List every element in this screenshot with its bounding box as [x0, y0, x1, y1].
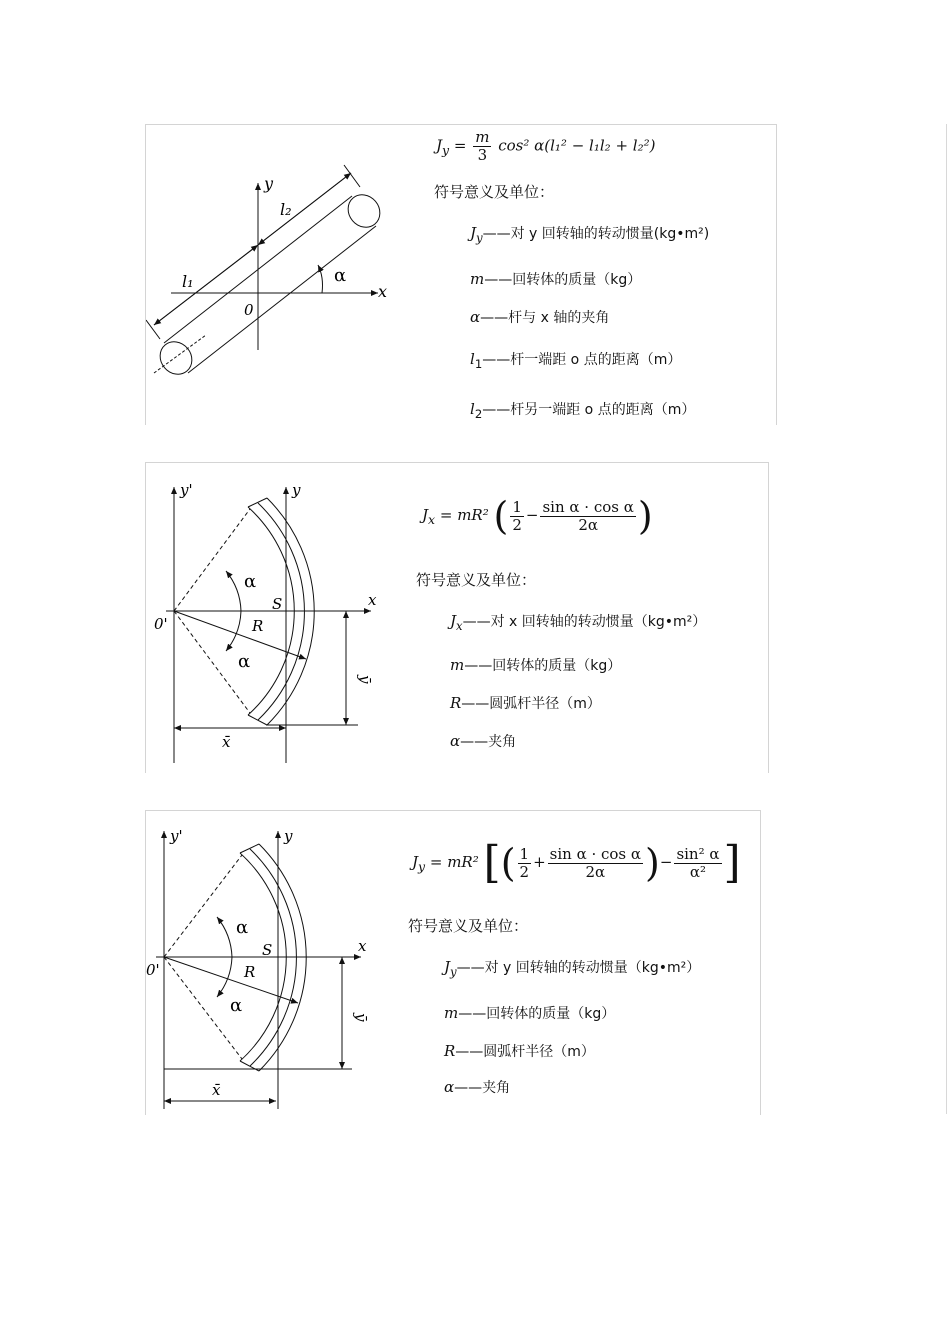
formula-jx-arc: $J_x = mR^2$ ( $\frac{1}{2}$ − $\frac{\text{sin α · cos α}}{2\alpha}$ ) [422, 494, 653, 538]
label-o: 0 [244, 301, 254, 319]
heading-symbols: 符号意义及单位： [416, 571, 537, 589]
def-r: R——圆弧杆半径（m） [450, 694, 601, 712]
page-edge-line [946, 124, 947, 1114]
def-r: R——圆弧杆半径（m） [444, 1042, 595, 1060]
panel-arc-jy [145, 810, 761, 1115]
label-l1: l₁ [182, 272, 194, 291]
label-origin: 0' [154, 615, 168, 633]
def-m: m——回转体的质量（kg） [444, 1004, 616, 1022]
label-y: y [264, 174, 274, 193]
def-alpha: α——杆与 x 轴的夹角 [470, 308, 610, 326]
def-l2: $l_2——$杆另一端距 o 点的距离（m） [470, 400, 696, 421]
alpha-arc-lower [217, 957, 232, 997]
label-r: R [252, 617, 264, 635]
label-y: y [284, 827, 293, 845]
alpha-arc-upper [226, 571, 241, 611]
label-x: x [358, 937, 367, 955]
label-yprime: y' [180, 481, 193, 499]
label-l2: l₂ [280, 200, 292, 219]
arc-diagram-jy [146, 811, 396, 1115]
formula-jy-arc: $J_y = mR^2$ [( $\frac{1}{2}$ + $\frac{\text{sin α · cos α}}{2\alpha}$ )− $\frac{\text{sin² α}}{\text{α²}}$ ] [412, 837, 741, 888]
def-jy: $J_y——$对 y 回转轴的转动惯量（kg•m²） [444, 958, 701, 979]
label-y: y [292, 481, 301, 499]
alpha-arc [318, 265, 323, 293]
label-alpha-lower: α [230, 995, 243, 1016]
rod-diagram [146, 125, 416, 425]
formula-jy-rod: $J_y$ = $\frac{m}{3}$ cos² α(l₁² − l₁l₂ + l₂²) [436, 128, 656, 164]
label-yprime: y' [170, 827, 183, 845]
label-ybar: ȳ [356, 675, 374, 684]
heading-symbols: 符号意义及单位： [434, 183, 555, 201]
label-alpha: α [334, 265, 347, 286]
heading-symbols: 符号意义及单位： [408, 917, 529, 935]
def-jx: $J_x——$对 x 回转轴的转动惯量（kg•m²） [450, 612, 707, 633]
label-ybar: ȳ [352, 1013, 370, 1022]
label-xbar: x̄ [212, 1081, 221, 1099]
label-r: R [244, 963, 256, 981]
def-l1: $l_1——$杆一端距 o 点的距离（m） [470, 350, 682, 371]
label-x: x [368, 591, 377, 609]
def-alpha: α——夹角 [450, 732, 517, 750]
alpha-arc-upper [217, 917, 232, 957]
def-jy: $J_y——$对 y 回转轴的转动惯量(kg•m²) [470, 224, 710, 245]
def-m: m——回转体的质量（kg） [450, 656, 622, 674]
label-alpha-upper: α [236, 917, 249, 938]
arc-diagram-jx [146, 463, 396, 773]
label-alpha-upper: α [244, 571, 257, 592]
label-s: S [262, 941, 273, 959]
label-s: S [272, 595, 283, 613]
label-x: x [378, 282, 388, 301]
label-xbar: x̄ [222, 733, 231, 751]
label-alpha-lower: α [238, 651, 251, 672]
def-alpha: α——夹角 [444, 1078, 511, 1096]
def-m: m——回转体的质量（kg） [470, 270, 642, 288]
panel-arc-jx [145, 462, 769, 773]
label-origin: 0' [146, 961, 160, 979]
panel-rod [145, 124, 777, 425]
